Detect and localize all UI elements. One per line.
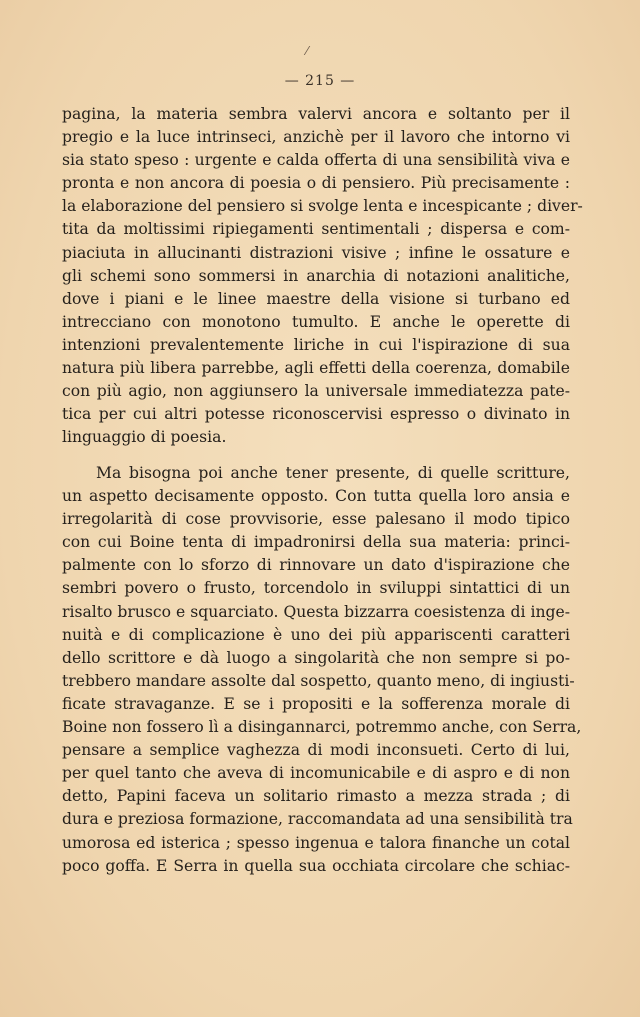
text-line: pensare a semplice vaghezza di modi inconsueti. Certo di lui, bbox=[62, 741, 570, 760]
text-line: sembri povero o frusto, torcendolo in sviluppi sintattici di un bbox=[62, 579, 570, 598]
text-line: piaciuta in allucinanti distrazioni visive ; infine le ossature e bbox=[62, 243, 570, 262]
text-line: nuità e di complicazione è uno dei più appariscenti caratteri bbox=[62, 625, 570, 644]
text-line: intenzioni prevalentemente liriche in cui l'ispirazione di sua bbox=[62, 335, 570, 354]
text-line: dello scrittore e dà luogo a singolarità che non sempre si po- bbox=[62, 648, 570, 667]
text-line: pronta e non ancora di poesia o di pensiero. Più precisamente : bbox=[62, 174, 570, 193]
text-line: pagina, la materia sembra valervi ancora e soltanto per il bbox=[62, 105, 570, 123]
text-line: Ma bisogna poi anche tener presente, di quelle scritture, bbox=[96, 464, 570, 482]
text-line: per quel tanto che aveva di incomunicabile e di aspro e di non bbox=[62, 764, 570, 783]
text-line: tita da moltissimi ripiegamenti sentimentali ; dispersa e com- bbox=[62, 220, 570, 239]
text-line: gli schemi sono sommersi in anarchia di notazioni analitiche, bbox=[62, 266, 570, 285]
text-line: pregio e la luce intrinseci, anzichè per il lavoro che intorno vi bbox=[62, 128, 570, 147]
text-line: Boine non fossero lì a disingannarci, potremmo anche, con Serra, bbox=[62, 718, 582, 737]
text-line: dove i piani e le linee maestre della visione si turbano ed bbox=[62, 289, 570, 308]
text-line: palmente con lo sforzo di rinnovare un dato d'ispirazione che bbox=[62, 556, 570, 575]
paragraph-2 bbox=[62, 462, 582, 878]
text-line: con più agio, non aggiunsero la universale immediatezza pate- bbox=[62, 382, 570, 401]
text-line: intrecciano con monotono tumulto. E anche le operette di bbox=[62, 312, 570, 331]
text-line: dura e preziosa formazione, raccomandata ad una sensibilità tra bbox=[62, 810, 573, 829]
page-number: — 215 — bbox=[284, 73, 356, 89]
text-line: poco goffa. E Serra in quella sua occhiata circolare che schiac- bbox=[62, 856, 570, 875]
paragraph-1 bbox=[62, 103, 583, 449]
pencil-mark: ⁄ bbox=[306, 44, 309, 58]
text-line: detto, Papini faceva un solitario rimasto a mezza strada ; di bbox=[62, 787, 570, 806]
text-line: risalto brusco e squarciato. Questa bizzarra coesistenza di inge- bbox=[62, 602, 570, 621]
text-line: la elaborazione del pensiero si svolge lenta e incespicante ; diver- bbox=[62, 197, 583, 216]
text-line: irregolarità di cose provvisorie, esse palesano il modo tipico bbox=[62, 510, 570, 529]
text-line: natura più libera parrebbe, agli effetti della coerenza, domabile bbox=[62, 359, 570, 378]
text-line: un aspetto decisamente opposto. Con tutta quella loro ansia e bbox=[62, 487, 570, 506]
text-line: tica per cui altri potesse riconoscervisi espresso o divinato in bbox=[62, 405, 570, 424]
text-line: con cui Boine tenta di impadronirsi della sua materia: princi- bbox=[62, 533, 570, 552]
text-line: linguaggio di poesia. bbox=[62, 428, 227, 447]
text-line: trebbero mandare assolte dal sospetto, quanto meno, di ingiusti- bbox=[62, 671, 575, 690]
text-line: ficate stravaganze. E se i propositi e la sofferenza morale di bbox=[62, 694, 570, 713]
text-line: sia stato speso : urgente e calda offerta di una sensibilità viva e bbox=[62, 151, 570, 170]
text-line: umorosa ed isterica ; spesso ingenua e talora finanche un cotal bbox=[62, 833, 570, 852]
